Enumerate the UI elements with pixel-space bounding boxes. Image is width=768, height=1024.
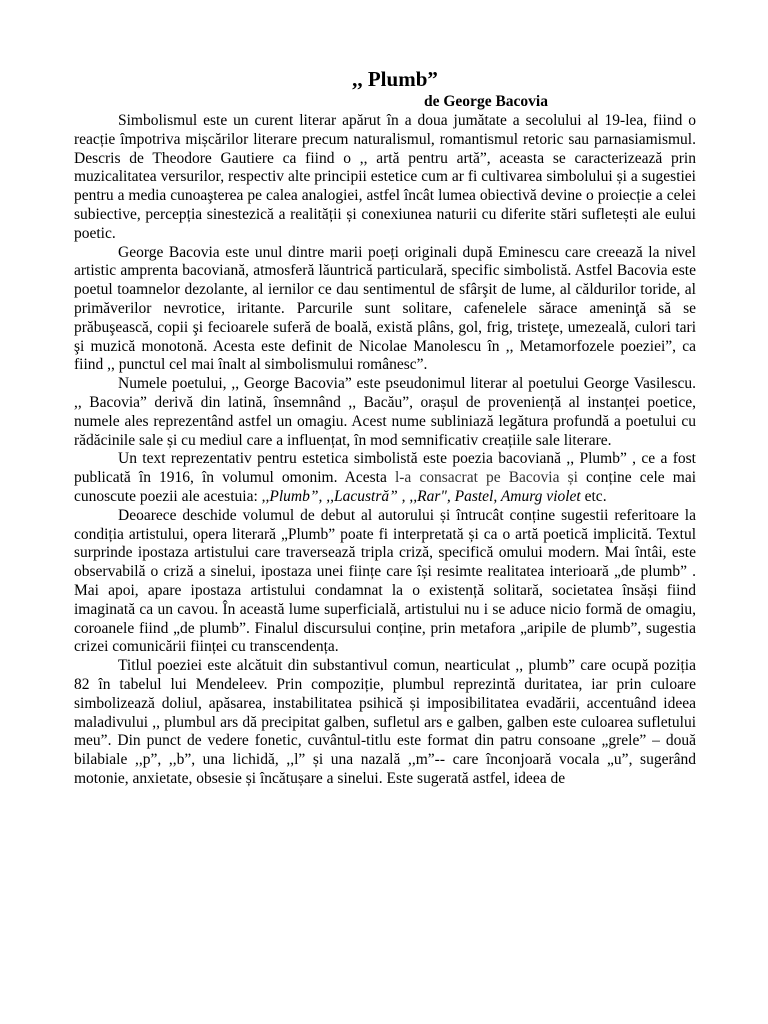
- paragraph-text-segment-gray: l-a consacrat pe Bacovia și: [394, 469, 578, 487]
- poem-titles-italic: ,,Plumb”, ,,Lacustră” , ,,Rar", Pastel, Amurg violet: [261, 487, 581, 505]
- paragraph-pseudonym: Numele poetului, ,, George Bacovia” este pseudonimul literar al poetului George Vasilescu. ,, Bacovia” derivă din latină, însemnând ,, Bacău”, orașul de proveniență al instanței poetice, numele ales reprezentând astfel un omagiu. Acest nume subliniază legătura profundă a poetului cu rădăcinile sale și cu mediul care a influențat, în mod semnificativ creațiile sale literare.: [74, 375, 696, 449]
- paragraph-ars-poetica: Deoarece deschide volumul de debut al autorului și întrucât conține sugestii referitoare la condiția artistului, opera literară „Plumb” poate fi interpretată și ca o artă poetică implicită. Textul surprinde ipostaza artistului care traversează tripla criză, specifică omului modern. Mai întâi, este observabilă o criză a sinelui, ipostaza unei ființe care își resimte realitatea interioară „de plumb” . Mai apoi, apare ipostaza artistului condamnat la o existență solitară, societatea însăși fiind imaginată ca un cavou. În această lume superficială, artistului nu i se aduce nicio formă de omagiu, coroanele fiind „de plumb”. Finalul discursului conține, prin metafora „aripile de plumb”, sugestia crizei comunicării ființei cu transcendența.: [74, 506, 696, 656]
- document-title: ,, Plumb”: [352, 67, 438, 91]
- paragraph-bacovia-poet: George Bacovia este unul dintre marii poeți originali după Eminescu care creează la nivel artistic amprenta bacoviană, atmosferă lăuntrică particulară, specific simbolistă. Astfel Bacovia este poetul toamnelor dezolante, al iernilor ce dau sentimentul de sfârşit de lume, al căldurilor toride, al primăverilor nevrotice, iritante. Parcurile sunt solitare, cafenelele sărace ameninţă să se prăbuşească, copii şi fecioarele suferă de boală, există plâns, gol, frig, tristeţe, umezeală, culori tari şi muzică monotonă. Acesta este definit de Nicolae Manolescu în ,, Metamorfozele poeziei”, ca fiind ,, punctul cel mai înalt al simbolismului românesc”.: [74, 243, 696, 374]
- paragraph-simbolism: Simbolismul este un curent literar apărut în a doua jumătate a secolului al 19-lea, fiind o reacție împotriva mișcărilor literare precum naturalismul, romantismul retoric sau parnasiamismul. Descris de Theodore Gautiere ca fiind o ,, artă pentru artă”, aceasta se caracterizează prin muzicalitatea versurilor, respectiv alte principii estetice cum ar fi cultivarea simbolului și a sugestiei pentru a media cunoaşterea pe calea analogiei, astfel încât lumea obiectivă devine o proiecție a celei subiective, percepția sinestezică a realității și conexiunea naturii cu diferite stări sufletești ale eului poetic.: [74, 112, 696, 242]
- paragraph-title-analysis: Titlul poeziei este alcătuit din substantivul comun, nearticulat ,, plumb” care ocupă poziția 82 în tabelul lui Mendeleev. Prin compoziție, plumbul reprezintă duritatea, iar prin culoare simbolizează doliul, apăsarea, instabilitatea psihică și imposibilitatea evadării, accentuând ideea maladivului ,, plumbul ars dă precipitat galben, sufletul ars e galben, galben este culoarea sufletului meu”. Din punct de vedere fonetic, cuvântul-titlu este format din patru consoane „grele” – două bilabiale ,,p”, ,,b”, una lichidă, ,,l” și una nazală ,,m”-- care înconjoară vocala „u”, sugerând motonie, anxietate, obsesie și încătușare a sinelui. Este sugerată astfel, ideea de: [74, 657, 696, 787]
- paragraph-text-segment: Un text reprezentativ pentru estetica simbolistă este poezia bacoviană ,, Plumb” , ce a fost publicată în 1916, în volumul omonim. Acesta: [74, 450, 696, 487]
- document-page: [74, 66, 696, 789]
- paragraph-text-segment: conține cele mai cunoscute poezii ale acestuia:: [74, 469, 697, 505]
- paragraph-representative-text: [74, 450, 696, 506]
- paragraph-text-segment: etc.: [580, 487, 607, 505]
- document-author: de George Bacovia: [424, 93, 548, 110]
